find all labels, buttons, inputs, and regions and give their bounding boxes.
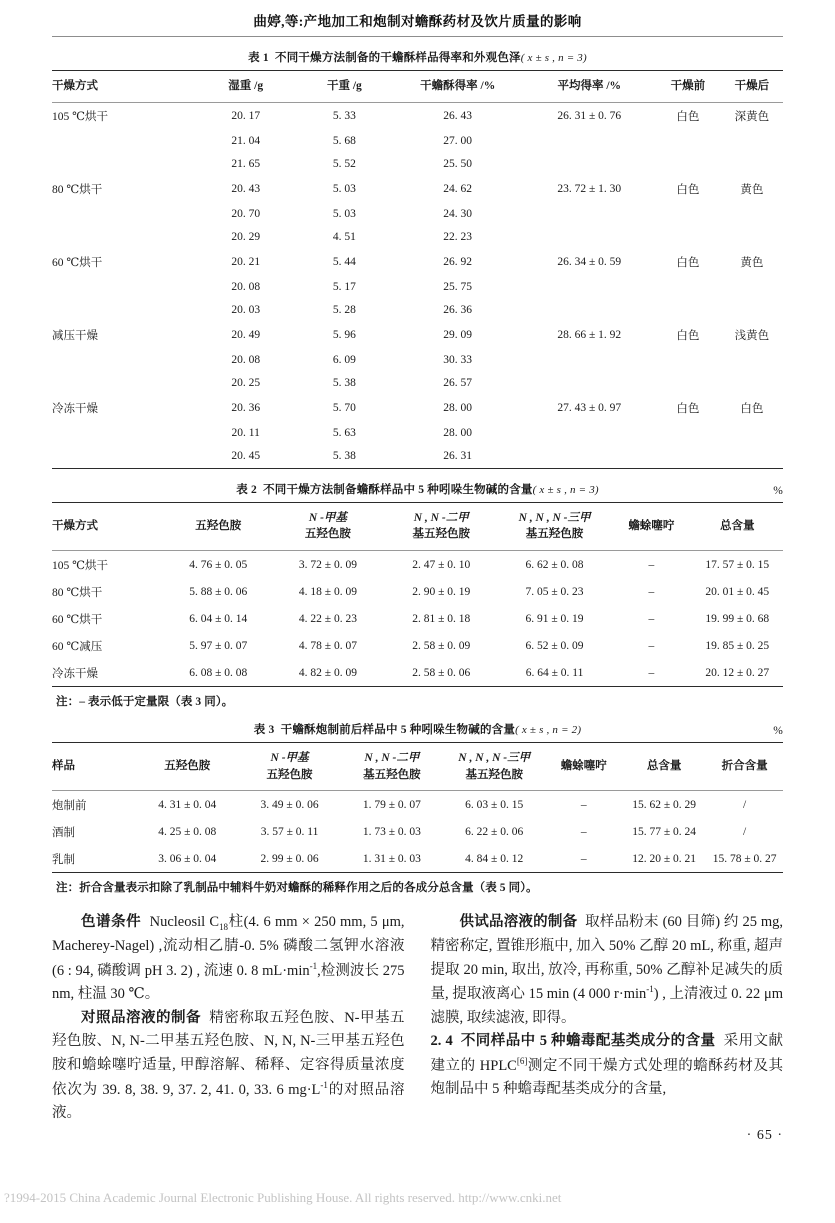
- table-1-cell-3-2: 5. 03: [332, 183, 356, 196]
- table-row: [52, 605, 783, 632]
- table-2-cell-0-6: 17. 57 ± 0. 15: [705, 558, 770, 571]
- table-3-cell-2-5: –: [580, 852, 587, 865]
- table-1-cell-13-4: [523, 422, 655, 445]
- table-2-col-header-5-line1: 蟾蜍噻咛: [628, 520, 675, 532]
- chrom-subscript: 18: [219, 922, 229, 933]
- table-1-cell-2-1: 21. 65: [231, 158, 261, 171]
- paragraph-test-solution: [431, 911, 784, 1030]
- table-2-caption-label: 表 2: [236, 483, 257, 496]
- table-2-col-header-4-line2: 基五羟色胺: [525, 528, 584, 541]
- table-1-cell-4-1: 20. 70: [231, 208, 261, 221]
- table-1-cell-2-4: [523, 153, 655, 176]
- table-1-cell-2-5: [655, 153, 721, 176]
- table-row: [52, 445, 783, 469]
- table-2-cell-4-5: –: [648, 666, 655, 679]
- table-1-cell-11-5: [655, 372, 721, 395]
- table-1-cell-14-3: 26. 31: [443, 450, 473, 463]
- table-1-cell-4-6: [721, 203, 783, 226]
- table-1-caption-label: 表 1: [248, 52, 269, 64]
- table-row: [52, 176, 783, 203]
- table-3-cell-2-4: 4. 84 ± 0. 12: [465, 852, 524, 865]
- table-2-cell-1-2: 4. 18 ± 0. 09: [298, 585, 357, 598]
- table-1-caption: [52, 37, 783, 70]
- table-3-col-header-6: [622, 743, 706, 791]
- table-row: [52, 276, 783, 299]
- table-3-cell-0-0: 炮制前: [52, 799, 87, 812]
- table-1-cell-10-2: 6. 09: [332, 354, 356, 367]
- table-1-cell-7-4: [523, 276, 655, 299]
- table-1-cell-12-4: 27. 43 ± 0. 97: [557, 402, 622, 415]
- table-row: [52, 551, 783, 579]
- table-1-cell-6-2: 5. 44: [332, 256, 356, 269]
- table-2-cell-3-6: 19. 85 ± 0. 25: [705, 639, 770, 652]
- table-1-cell-3-5: 白色: [676, 184, 700, 197]
- table-3-cell-2-3: 1. 31 ± 0. 03: [362, 852, 421, 865]
- table-2-block: [52, 469, 783, 709]
- table-1-cell-7-0: [52, 276, 195, 299]
- table-1-cell-8-3: 26. 36: [443, 304, 473, 317]
- chrom-text-c: ,检测波长 275 nm, 柱温 30 ℃。: [52, 962, 405, 1003]
- test-superscript: -1: [646, 984, 654, 995]
- table-3-cell-1-0: 酒制: [52, 826, 75, 839]
- table-1-cell-3-6: 黄色: [740, 184, 764, 197]
- table-1-cell-5-3: 22. 23: [443, 231, 473, 244]
- table-1-col-header-4: 平均得率 /%: [557, 80, 622, 92]
- table-1-cell-13-0: [52, 422, 195, 445]
- table-1-cell-9-0: 减压干燥: [52, 330, 98, 343]
- table-3-cell-1-3: 1. 73 ± 0. 03: [362, 825, 421, 838]
- table-2-col-header-3-line2: 基五羟色胺: [412, 528, 470, 541]
- table-2: [52, 502, 783, 687]
- table-3-caption-label: 表 3: [253, 724, 275, 737]
- table-1-cell-12-3: 28. 00: [443, 402, 473, 415]
- table-1-cell-7-2: 5. 17: [332, 281, 356, 294]
- table-3-cell-1-1: 4. 25 ± 0. 08: [158, 825, 217, 838]
- table-2-cell-2-4: 6. 91 ± 0. 19: [525, 612, 584, 625]
- table-2-body: [52, 551, 783, 687]
- table-1-cell-8-6: [721, 299, 783, 322]
- table-row: [52, 102, 783, 130]
- table-3-caption-text: 干蟾酥炮制前后样品中 5 种吲哚生物碱的含量: [280, 724, 516, 737]
- chrom-text-b: 柱(4. 6 mm × 250 mm, 5 μm, Macherey-Nagel) ,流动相乙腈-0. 5% 磷酸二氢钾水溶液 (6 : 94, 磷酸调 pH 3. 2) , 流速 0. 8 mL·min: [52, 914, 405, 979]
- chrom-text-a: Nucleosil C: [149, 914, 220, 931]
- table-1-cell-0-1: 20. 17: [231, 110, 261, 123]
- table-1-cell-7-1: 20. 08: [231, 281, 261, 294]
- table-1: [52, 70, 783, 469]
- table-2-cell-4-2: 4. 82 ± 0. 09: [298, 666, 357, 679]
- table-2-col-header-0-line1: 干燥方式: [52, 520, 98, 532]
- chrom-superscript: -1: [309, 960, 318, 971]
- table-1-cell-1-0: [52, 130, 195, 153]
- table-1-cell-10-3: 30. 33: [443, 354, 473, 367]
- table-2-cell-1-3: 2. 90 ± 0. 19: [412, 585, 471, 598]
- table-1-cell-14-6: [721, 445, 783, 469]
- table-2-cell-0-0: 105 ℃烘干: [52, 559, 108, 572]
- table-2-cell-4-0: 冷冻干燥: [52, 667, 98, 680]
- table-1-cell-13-3: 28. 00: [443, 427, 473, 440]
- term-test-solution: 供试品溶液的制备: [459, 914, 578, 931]
- section-number-2-4: 2. 4: [430, 1033, 453, 1050]
- table-row: [52, 372, 783, 395]
- table-3-cell-1-7: /: [742, 825, 747, 838]
- table-row: [52, 299, 783, 322]
- sec24-reference-superscript: [6]: [516, 1055, 528, 1066]
- table-2-cell-4-6: 20. 12 ± 0. 27: [705, 666, 770, 679]
- table-1-cell-7-6: [721, 276, 783, 299]
- table-3-cell-1-2: 3. 57 ± 0. 11: [260, 825, 319, 838]
- table-1-cell-2-0: [52, 153, 195, 176]
- table-1-cell-13-2: 5. 63: [332, 427, 356, 440]
- table-2-cell-0-3: 2. 47 ± 0. 10: [412, 558, 471, 571]
- table-2-col-header-4-line1: N , N , N -三甲: [518, 511, 591, 524]
- table-3-body: [52, 791, 783, 873]
- table-1-cell-10-1: 20. 08: [231, 354, 261, 367]
- table-2-col-header-0: [52, 502, 165, 550]
- table-3-col-header-7: [706, 743, 783, 791]
- table-3-col-header-5-line1: 蟾蜍噻咛: [560, 760, 607, 773]
- table-3-col-header-3-line2: 基五羟色胺: [363, 768, 421, 781]
- table-1-cell-8-1: 20. 03: [231, 304, 261, 317]
- table-1-cell-1-6: [721, 130, 783, 153]
- table-row: [52, 249, 783, 276]
- table-1-cell-0-6: 深黄色: [734, 111, 770, 124]
- body-column-right: [431, 911, 784, 1125]
- table-2-col-header-6: [692, 502, 783, 550]
- sec24-text-a: 采用文献建立的 HPLC: [430, 1033, 784, 1074]
- table-1-cell-2-3: 25. 50: [443, 158, 473, 171]
- table-1-cell-9-5: 白色: [676, 330, 700, 343]
- table-3-cell-0-4: 6. 03 ± 0. 15: [465, 798, 524, 811]
- table-1-cell-12-6: 白色: [740, 403, 764, 416]
- table-1-cell-7-5: [655, 276, 721, 299]
- table-row: [52, 226, 783, 249]
- table-1-cell-6-5: 白色: [676, 257, 700, 270]
- table-2-cell-1-6: 20. 01 ± 0. 45: [705, 585, 770, 598]
- table-3-cell-0-1: 4. 31 ± 0. 04: [158, 798, 217, 811]
- section-title-2-4: 不同样品中 5 种蟾毒配基类成分的含量: [460, 1033, 716, 1050]
- table-1-col-header-0: 干燥方式: [52, 80, 98, 92]
- table-1-body: [52, 102, 783, 468]
- table-1-cell-6-4: 26. 34 ± 0. 59: [557, 256, 622, 269]
- table-3-col-header-5: [545, 743, 622, 791]
- table-1-cell-1-4: [523, 130, 655, 153]
- table-2-cell-1-1: 5. 88 ± 0. 06: [189, 585, 248, 598]
- table-1-cell-4-3: 24. 30: [443, 208, 473, 221]
- table-2-cell-2-2: 4. 22 ± 0. 23: [298, 612, 357, 625]
- table-1-cell-11-1: 20. 25: [231, 377, 261, 390]
- table-1-cell-1-2: 5. 68: [332, 135, 356, 148]
- running-head: 曲婷,等:产地加工和炮制对蟾酥药材及饮片质量的影响: [253, 14, 582, 29]
- table-1-cell-0-2: 5. 33: [332, 110, 356, 123]
- table-1-cell-11-3: 26. 57: [443, 377, 473, 390]
- body-column-left: [52, 911, 405, 1125]
- table-1-cell-12-1: 20. 36: [231, 402, 261, 415]
- table-1-cell-4-4: [523, 203, 655, 226]
- table-3: [52, 742, 783, 873]
- table-1-cell-0-3: 26. 43: [443, 110, 473, 123]
- paragraph-chromatographic-conditions: [52, 911, 405, 1006]
- table-3-col-header-2: [238, 743, 340, 791]
- table-3-col-header-6-line1: 总含量: [646, 760, 682, 773]
- paragraph-section-2-4: [431, 1030, 784, 1102]
- table-3-cell-2-0: 乳制: [52, 853, 75, 866]
- table-3-cell-2-6: 12. 20 ± 0. 21: [632, 852, 697, 865]
- table-1-cell-14-0: [52, 445, 195, 469]
- table-3-col-header-2-line1: N -甲基: [270, 752, 309, 765]
- table-1-cell-6-1: 20. 21: [231, 256, 261, 269]
- table-2-caption-text: 不同干燥方法制备蟾酥样品中 5 种吲哚生物碱的含量: [263, 483, 533, 496]
- table-1-cell-5-2: 4. 51: [332, 231, 356, 244]
- table-2-cell-4-3: 2. 58 ± 0. 06: [412, 666, 471, 679]
- test-text-b: ) , 上清液过 0. 22 μm 滤膜, 取续滤液, 即得。: [430, 986, 783, 1026]
- table-2-cell-2-6: 19. 99 ± 0. 68: [705, 612, 770, 625]
- table-row: [52, 130, 783, 153]
- copyright-watermark: ?1994-2015 China Academic Journal Electronic Publishing House. All rights reserved. http://www.cnki.net: [4, 1190, 562, 1205]
- table-3-cell-2-7: 15. 78 ± 0. 27: [712, 852, 777, 865]
- table-row: [52, 395, 783, 422]
- table-3-cell-0-3: 1. 79 ± 0. 07: [362, 798, 421, 811]
- table-3-cell-0-2: 3. 49 ± 0. 06: [260, 798, 319, 811]
- table-1-cell-1-5: [655, 130, 721, 153]
- table-1-cell-13-6: [721, 422, 783, 445]
- table-2-cell-0-5: –: [648, 558, 655, 571]
- table-1-cell-3-4: 23. 72 ± 1. 30: [557, 183, 622, 196]
- table-3-col-header-1: [136, 743, 238, 791]
- table-1-cell-12-5: 白色: [676, 403, 700, 416]
- table-1-cell-11-0: [52, 372, 195, 395]
- table-row: [52, 422, 783, 445]
- table-row: [52, 791, 783, 819]
- table-3-caption: [52, 709, 783, 742]
- table-1-cell-11-2: 5. 38: [332, 377, 356, 390]
- table-2-cell-3-0: 60 ℃减压: [52, 640, 103, 653]
- table-3-col-header-0-line1: 样品: [52, 760, 75, 773]
- table-1-cell-7-3: 25. 75: [443, 281, 473, 294]
- table-2-cell-3-3: 2. 58 ± 0. 09: [412, 639, 471, 652]
- table-2-col-header-3-line1: N , N -二甲: [413, 511, 469, 524]
- table-2-col-header-6-line1: 总含量: [720, 520, 755, 532]
- table-1-cell-6-0: 60 ℃烘干: [52, 257, 103, 270]
- table-2-cell-3-5: –: [648, 639, 655, 652]
- table-3-col-header-4-line2: 基五羟色胺: [465, 768, 523, 781]
- table-1-cell-9-2: 5. 96: [332, 329, 356, 342]
- table-3-cell-0-7: /: [742, 798, 747, 811]
- table-2-cell-2-5: –: [648, 612, 655, 625]
- table-3-col-header-0: [52, 743, 136, 791]
- table-2-cell-1-5: –: [648, 585, 655, 598]
- table-1-cell-8-0: [52, 299, 195, 322]
- table-1-cell-13-1: 20. 11: [231, 427, 260, 440]
- table-2-cell-1-0: 80 ℃烘干: [52, 586, 103, 599]
- table-2-note: 注：– 表示低于定量限（表 3 同）。: [56, 696, 234, 709]
- table-2-col-header-3: [385, 502, 498, 550]
- table-1-cell-0-0: 105 ℃烘干: [52, 111, 108, 124]
- table-3-col-header-1-line1: 五羟色胺: [164, 760, 211, 773]
- table-1-cell-9-3: 29. 09: [443, 329, 473, 342]
- table-1-cell-14-5: [655, 445, 721, 469]
- table-2-cell-1-4: 7. 05 ± 0. 23: [525, 585, 584, 598]
- table-3-cell-1-6: 15. 77 ± 0. 24: [632, 825, 697, 838]
- table-2-col-header-2: [271, 502, 384, 550]
- table-1-cell-9-4: 28. 66 ± 1. 92: [557, 329, 622, 342]
- sec24-text-b: 测定不同干燥方式处理的蟾酥药材及其炮制品中 5 种蟾毒配基类成分的含量,: [430, 1057, 783, 1098]
- table-3-cell-1-5: –: [580, 825, 587, 838]
- table-1-cell-1-3: 27. 00: [443, 135, 473, 148]
- table-1-cell-14-2: 5. 38: [332, 450, 356, 463]
- table-2-cell-2-1: 6. 04 ± 0. 14: [189, 612, 248, 625]
- table-2-cell-4-4: 6. 64 ± 0. 11: [525, 666, 584, 679]
- table-2-col-header-4: [498, 502, 611, 550]
- table-1-cell-11-6: [721, 372, 783, 395]
- table-row: [52, 203, 783, 226]
- table-2-cell-3-2: 4. 78 ± 0. 07: [298, 639, 357, 652]
- table-1-cell-3-1: 20. 43: [231, 183, 261, 196]
- table-3-cell-2-2: 2. 99 ± 0. 06: [260, 852, 319, 865]
- table-3-block: [52, 709, 783, 895]
- table-1-cell-5-4: [523, 226, 655, 249]
- table-1-cell-0-5: 白色: [676, 111, 700, 124]
- table-2-cell-4-1: 6. 08 ± 0. 08: [189, 666, 248, 679]
- table-2-col-header-1: [165, 502, 271, 550]
- table-row: [52, 578, 783, 605]
- table-3-cell-1-4: 6. 22 ± 0. 06: [465, 825, 524, 838]
- table-3-caption-stat: ( x ± s , n = 2): [515, 724, 582, 737]
- table-1-col-header-6: 干燥后: [734, 80, 770, 92]
- table-1-cell-5-6: [721, 226, 783, 249]
- table-2-cell-3-1: 5. 97 ± 0. 07: [189, 639, 248, 652]
- term-chromatographic-conditions: 色谱条件: [81, 914, 142, 931]
- table-row: [52, 659, 783, 687]
- table-1-cell-2-2: 5. 52: [332, 158, 356, 171]
- table-1-col-header-2: 干重 /g: [326, 80, 362, 92]
- table-1-cell-5-5: [655, 226, 721, 249]
- table-row: [52, 349, 783, 372]
- table-1-cell-10-5: [655, 349, 721, 372]
- table-3-cell-2-1: 3. 06 ± 0. 04: [158, 852, 217, 865]
- table-3-col-header-7-line1: 折合含量: [721, 760, 768, 773]
- table-1-cell-13-5: [655, 422, 721, 445]
- table-1-cell-4-5: [655, 203, 721, 226]
- table-2-col-header-5: [611, 502, 691, 550]
- table-1-cell-12-0: 冷冻干燥: [52, 403, 98, 416]
- term-reference-solution: 对照品溶液的制备: [81, 1009, 201, 1026]
- table-1-caption-text: 不同干燥方法制备的干蟾酥样品得率和外观色泽: [275, 52, 521, 64]
- table-1-cell-4-2: 5. 03: [332, 208, 356, 221]
- table-3-col-header-4-line1: N , N , N -三甲: [458, 752, 531, 765]
- table-2-cell-0-1: 4. 76 ± 0. 05: [189, 558, 248, 571]
- table-3-col-header-3-line1: N , N -二甲: [364, 752, 420, 765]
- table-1-cell-2-6: [721, 153, 783, 176]
- table-2-col-header-2-line1: N -甲基: [308, 511, 347, 524]
- table-3-note: 注：折合含量表示扣除了乳制品中辅料牛奶对蟾酥的稀释作用之后的各成分总含量（表 5 同）。: [56, 882, 538, 895]
- table-1-cell-0-4: 26. 31 ± 0. 76: [557, 110, 622, 123]
- table-3-col-header-2-line2: 五羟色胺: [266, 768, 313, 781]
- table-row: [52, 818, 783, 845]
- table-row: [52, 845, 783, 873]
- table-3-unit: %: [773, 725, 783, 738]
- table-row: [52, 632, 783, 659]
- table-2-caption-stat: ( x ± s , n = 3): [532, 483, 599, 496]
- table-1-cell-10-0: [52, 349, 195, 372]
- table-3-cell-0-6: 15. 62 ± 0. 29: [632, 798, 697, 811]
- table-1-cell-5-0: [52, 226, 195, 249]
- table-2-cell-3-4: 6. 52 ± 0. 09: [525, 639, 584, 652]
- table-1-caption-stat: ( x ± s , n = 3): [520, 52, 587, 64]
- table-row: [52, 322, 783, 349]
- table-2-col-header-1-line1: 五羟色胺: [195, 520, 242, 532]
- table-1-col-header-1: 湿重 /g: [228, 80, 264, 92]
- table-1-cell-12-2: 5. 70: [332, 402, 356, 415]
- table-2-col-header-2-line2: 五羟色胺: [304, 528, 351, 541]
- table-2-header-row: [52, 502, 783, 550]
- ref-text-a: 精密称取五羟色胺、N-甲基五羟色胺、N, N-二甲基五羟色胺、N, N, N-三甲基五羟色胺和蟾蜍噻咛适量, 甲醇溶解、稀释、定容得质量浓度依次为 39. 8, 38. 9, 37. 2, 41. 0, 33. 6 mg·L: [52, 1009, 405, 1098]
- table-1-cell-6-3: 26. 92: [443, 256, 473, 269]
- table-2-unit: %: [773, 484, 783, 497]
- table-1-cell-9-1: 20. 49: [231, 329, 261, 342]
- table-1-col-header-3: 干蟾酥得率 /%: [420, 80, 496, 92]
- table-1-cell-4-0: [52, 203, 195, 226]
- test-text-a: 取样品粉末 (60 目筛) 约 25 mg, 精密称定, 置锥形瓶中, 加入 50% 乙醇 20 mL, 称重, 超声提取 20 min, 取出, 放冷, 再称重, 50% 乙醇补足减失的质量, 提取液离心 15 min (4 000 r·min: [430, 914, 784, 1003]
- table-1-cell-14-1: 20. 45: [231, 450, 261, 463]
- table-1-cell-11-4: [523, 372, 655, 395]
- body-two-columns: [52, 911, 783, 1125]
- table-3-col-header-3: [341, 743, 443, 791]
- page-number: · 65 ·: [746, 1128, 783, 1143]
- ref-superscript: -1: [320, 1079, 328, 1090]
- table-1-cell-3-3: 24. 62: [443, 183, 473, 196]
- table-1-cell-5-1: 20. 29: [231, 231, 261, 244]
- table-2-cell-2-3: 2. 81 ± 0. 18: [412, 612, 471, 625]
- table-1-cell-14-4: [523, 445, 655, 469]
- paragraph-reference-solution: [52, 1007, 405, 1126]
- table-2-caption: [52, 469, 783, 502]
- table-1-cell-8-5: [655, 299, 721, 322]
- table-row: [52, 153, 783, 176]
- table-1-header-row: [52, 71, 783, 103]
- table-1-cell-6-6: 黄色: [740, 257, 764, 270]
- table-1-cell-3-0: 80 ℃烘干: [52, 184, 103, 197]
- table-1-cell-9-6: 浅黄色: [734, 330, 770, 343]
- table-1-cell-10-6: [721, 349, 783, 372]
- table-2-cell-0-4: 6. 62 ± 0. 08: [525, 558, 584, 571]
- table-1-block: [52, 37, 783, 469]
- ref-text-b: 的对照品溶液。: [52, 1081, 405, 1122]
- table-1-cell-10-4: [523, 349, 655, 372]
- table-2-cell-0-2: 3. 72 ± 0. 09: [298, 558, 357, 571]
- table-1-cell-8-2: 5. 28: [332, 304, 356, 317]
- table-1-cell-1-1: 21. 04: [231, 135, 261, 148]
- table-1-cell-8-4: [523, 299, 655, 322]
- table-3-cell-0-5: –: [580, 798, 587, 811]
- table-2-cell-2-0: 60 ℃烘干: [52, 613, 103, 626]
- table-1-col-header-5: 干燥前: [670, 80, 706, 92]
- table-3-col-header-4: [443, 743, 545, 791]
- table-3-header-row: [52, 743, 783, 791]
